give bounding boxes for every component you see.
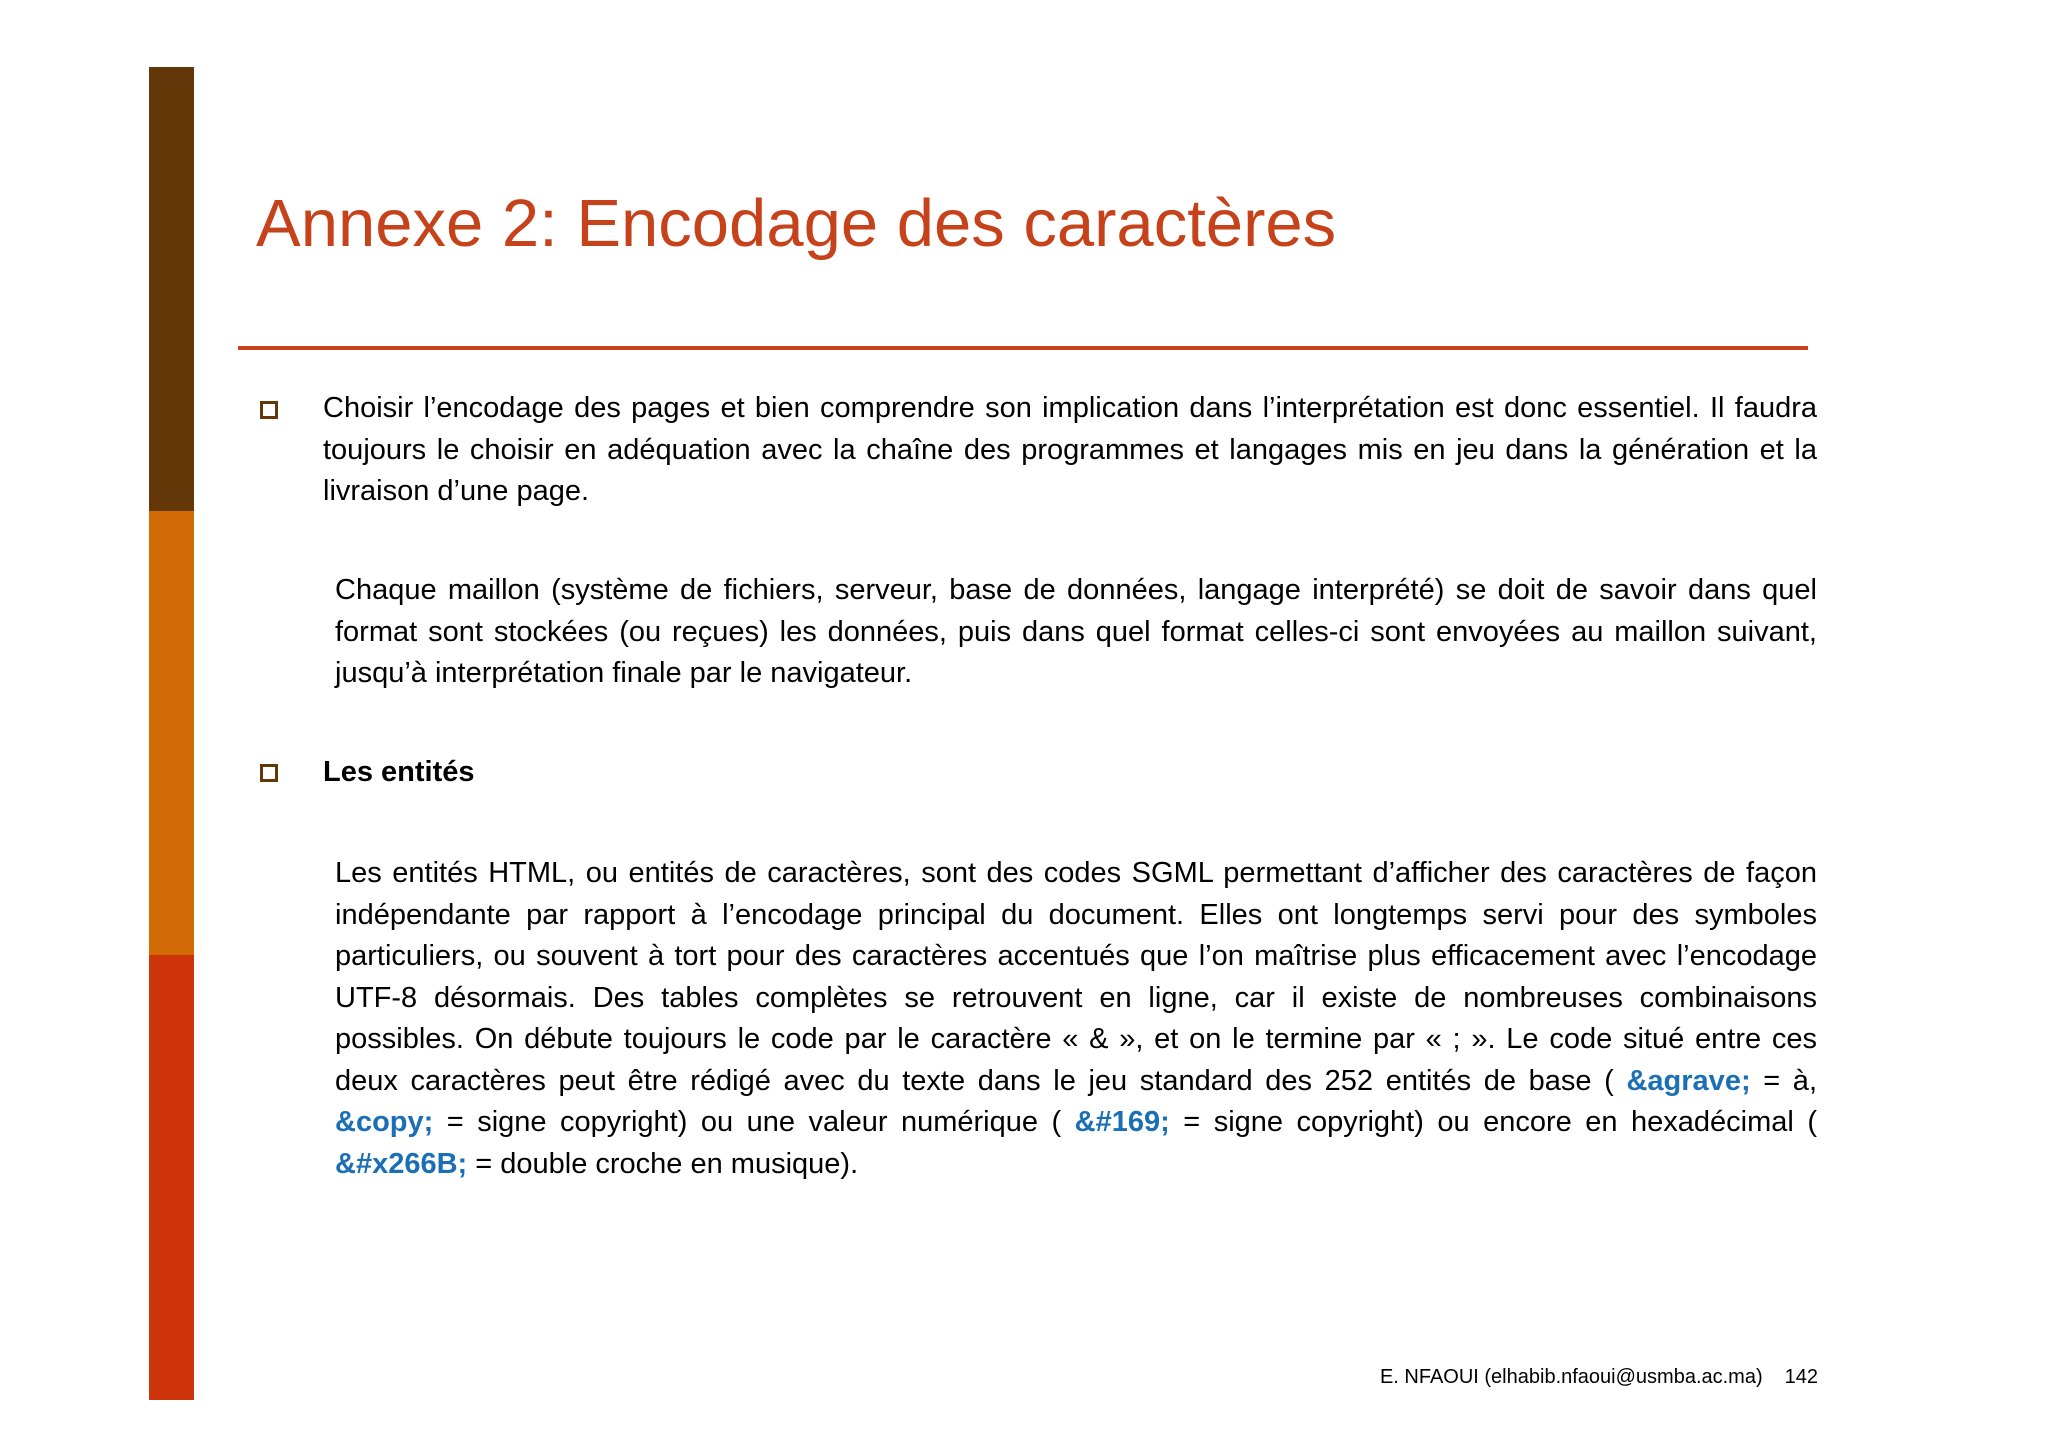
code-agrave: &agrave; xyxy=(1626,1064,1751,1097)
footer-author: E. NFAOUI (elhabib.nfaoui@usmba.ac.ma) xyxy=(1379,1366,1763,1388)
entities-text: = double croche en musique). xyxy=(467,1147,859,1180)
code-copy: &copy; xyxy=(335,1106,434,1138)
square-bullet-icon xyxy=(260,401,278,419)
code-numeric-169: &#169; xyxy=(1074,1106,1170,1138)
page-number: 142 xyxy=(1784,1366,1818,1388)
entities-text: = signe copyright) ou une valeur numérique ( xyxy=(433,1106,1075,1138)
paragraph-html-entities xyxy=(335,853,1817,1185)
heading-entities: Les entités xyxy=(323,756,475,788)
slide-footer xyxy=(1380,1366,1818,1389)
sidebar-band-orange xyxy=(149,511,194,955)
entities-text: = à, xyxy=(1750,1064,1817,1097)
sidebar-band-red xyxy=(149,955,194,1400)
paragraph-chain-links: Chaque maillon (système de fichiers, serveur, base de données, langage interprété) se doit de savoir dans quel format sont stockées (ou reçues) les données, puis dans quel format celles-ci sont envoyées au maillon suivant, jusqu’à interprétation finale par le navigateur. xyxy=(335,574,1817,689)
square-bullet-icon xyxy=(260,764,278,782)
entities-text: Les entités HTML, ou entités de caractères, sont des codes SGML permettant d’afficher des caractères de façon indépendante par rapport à l’encodage principal du document. Elles ont longtemps servi pour des symboles particuliers, ou souvent à tort pour des caractères accentués que l’on maîtrise plus efficacement avec l’encodage UTF-8 désormais. Des tables complètes se retrouvent en ligne, car il existe de nombreuses combinaisons possibles. On débute toujours le code par le caractère « & », et on le termine par « ; ». Le code situé entre ces deux caractères peut être rédigé avec du texte dans le jeu standard des 252 entités de base ( xyxy=(335,857,1817,1097)
code-hex-266b: &#x266B; xyxy=(335,1147,468,1180)
slide-title: Annexe 2: Encodage des caractères xyxy=(256,186,1337,261)
entities-text: = signe copyright) ou encore en hexadécimal ( xyxy=(1169,1106,1817,1138)
title-underline xyxy=(238,346,1808,350)
sidebar-band-brown xyxy=(149,67,194,511)
paragraph-encoding-choice: Choisir l’encodage des pages et bien comprendre son implication dans l’interprétation est donc essentiel. Il faudra toujours le choisir en adéquation avec la chaîne des programmes et langages mis en jeu dans la génération et la livraison d’une page. xyxy=(323,392,1817,507)
